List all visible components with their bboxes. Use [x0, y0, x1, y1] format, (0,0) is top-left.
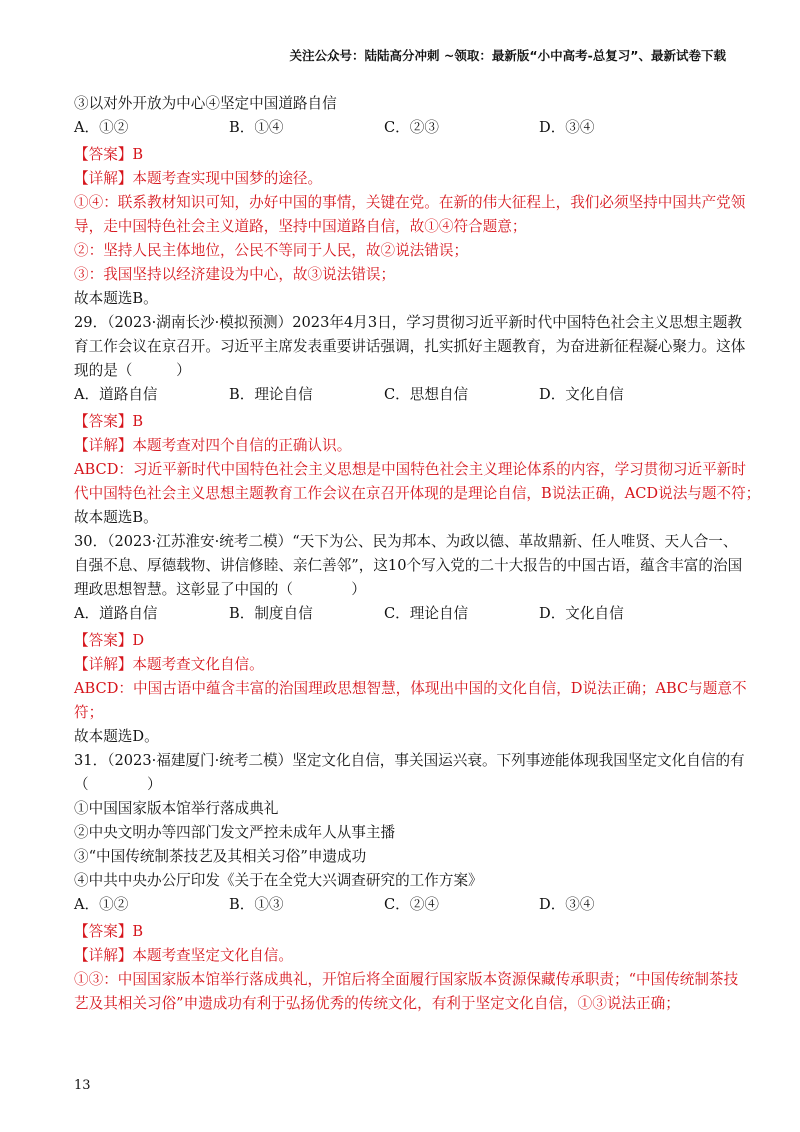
q30-stem-2: 自强不息、厚德载物、讲信修睦、亲仁善邻”，这10个写入党的二十大报告的中国古语，蕴含丰富的治国 [74, 557, 743, 574]
q28-option-c: C．②③ [384, 119, 439, 136]
q30-option-c: C．理论自信 [384, 605, 469, 622]
q30-explain-2: 符； [74, 704, 104, 721]
q29-option-b: B．理论自信 [229, 386, 313, 403]
q28-stem-line: ③以对外开放为中心④坚定中国道路自信 [74, 95, 337, 112]
q28-explain-3: ②：坚持人民主体地位，公民不等同于人民，故②说法错误； [74, 242, 469, 259]
q30-conclusion: 故本题选D。 [74, 728, 159, 745]
q28-conclusion: 故本题选B。 [74, 290, 158, 307]
q28-option-b: B．①④ [229, 119, 284, 136]
q30-option-d: D．文化自信 [539, 605, 624, 622]
q30-stem-1: 30．（2023·江苏淮安·统考二模）“天下为公、民为邦本、为政以德、革故鼎新、任人唯贤、天人合一、 [74, 533, 738, 550]
q30-options [74, 602, 734, 626]
q28-answer: 【答案】B [74, 146, 144, 163]
q29-stem-2: 育工作会议在京召开。习近平主席发表重要讲话强调，扎实抓好主题教育，为奋进新征程凝心聚力。这体 [74, 338, 746, 355]
q31-answer: 【答案】B [74, 923, 144, 940]
q28-explain-1: ①④：联系教材知识可知，办好中国的事情，关键在党。在新的伟大征程上，我们必须坚持中国共产党领 [74, 194, 746, 211]
q31-item-4: ④中共中央办公厅印发《关于在全党大兴调查研究的工作方案》 [74, 872, 483, 889]
q29-option-d: D．文化自信 [539, 386, 624, 403]
q31-stem-1: 31．（2023·福建厦门·统考二模）坚定文化自信，事关国运兴衰。下列事迹能体现我国坚定文化自信的有 [74, 752, 745, 769]
q28-options [74, 116, 734, 140]
q29-stem-1: 29．（2023·湖南长沙·模拟预测）2023年4月3日，学习贯彻习近平新时代中国特色社会主义思想主题教 [74, 314, 742, 331]
q31-item-3: ③“中国传统制茶技艺及其相关习俗”申遗成功 [74, 848, 367, 865]
q28-explain-2: 导，走中国特色社会主义道路，坚持中国道路自信，故①④符合题意； [74, 218, 527, 235]
q30-stem-3: 理政思想智慧。这彰显了中国的（ ） [74, 581, 366, 598]
q31-item-1: ①中国国家版本馆举行落成典礼 [74, 800, 279, 817]
q31-option-b: B．①③ [229, 896, 284, 913]
q31-item-2: ②中央文明办等四部门发文严控未成年人从事主播 [74, 824, 396, 841]
q30-answer: 【答案】D [74, 632, 145, 649]
page-header: 关注公众号：陆陆高分冲刺 ~领取：最新版“小中高考-总复习”、最新试卷下载 [289, 48, 726, 63]
q30-option-a: A．道路自信 [74, 605, 158, 622]
q31-option-d: D．③④ [539, 896, 595, 913]
q29-stem-3: 现的是（ ） [74, 362, 191, 379]
q28-detail: 【详解】本题考查实现中国梦的途径。 [74, 170, 323, 187]
q29-option-c: C．思想自信 [384, 386, 469, 403]
q28-option-d: D．③④ [539, 119, 595, 136]
q31-detail: 【详解】本题考查坚定文化自信。 [74, 947, 293, 964]
q29-conclusion: 故本题选B。 [74, 509, 158, 526]
q31-stem-2: （ ） [74, 776, 162, 793]
q29-detail: 【详解】本题考查对四个自信的正确认识。 [74, 437, 352, 454]
q29-option-a: A．道路自信 [74, 386, 158, 403]
q29-answer: 【答案】B [74, 413, 144, 430]
q29-explain-1: ABCD：习近平新时代中国特色社会主义思想是中国特色社会主义理论体系的内容，学习贯彻习近平新时 [74, 461, 746, 478]
q31-option-c: C．②④ [384, 896, 439, 913]
q30-explain-1: ABCD：中国古语中蕴含丰富的治国理政思想智慧，体现出中国的文化自信，D说法正确；ABC与题意不 [74, 680, 747, 697]
q28-option-a: A．①② [74, 119, 129, 136]
q29-options [74, 383, 734, 407]
q28-explain-4: ③：我国坚持以经济建设为中心，故③说法错误； [74, 266, 396, 283]
q31-explain-1: ①③：中国国家版本馆举行落成典礼，开馆后将全面履行国家版本资源保藏传承职责；“中国传统制茶技 [74, 971, 739, 988]
q29-explain-2: 代中国特色社会主义思想主题教育工作会议在京召开体现的是理论自信，B说法正确，ACD说法与题不符； [74, 485, 761, 502]
q31-option-a: A．①② [74, 896, 129, 913]
q31-options [74, 893, 734, 917]
page-number: 13 [74, 1078, 91, 1093]
q30-detail: 【详解】本题考查文化自信。 [74, 656, 264, 673]
q30-option-b: B．制度自信 [229, 605, 313, 622]
q31-explain-2: 艺及其相关习俗”申遗成功有利于弘扬优秀的传统文化，有利于坚定文化自信，①③说法正确； [74, 995, 680, 1012]
document-body [74, 92, 761, 1016]
